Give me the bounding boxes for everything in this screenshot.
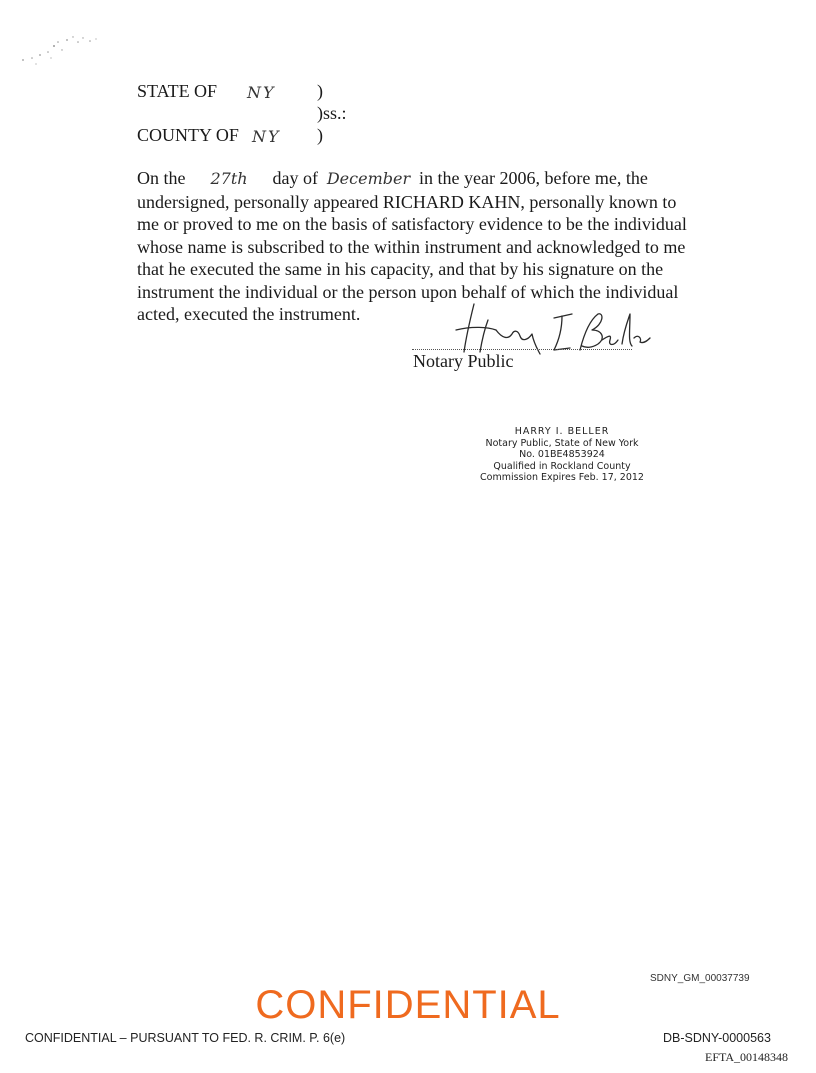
ack-line-3: me or proved to me on the basis of satisfactory evidence to be the individual xyxy=(137,214,687,234)
day-value: 27th xyxy=(210,169,248,188)
county-value: NY xyxy=(252,127,281,146)
ack-line-5: that he executed the same in his capacity, and that by his signature on the xyxy=(137,259,664,279)
scan-specks xyxy=(18,28,128,68)
ack-line-1 xyxy=(137,167,697,191)
notary-public-caption: Notary Public xyxy=(413,351,514,371)
stamp-line-4: Qualified in Rockland County xyxy=(493,460,631,472)
stamp-line-3: No. 01BE4853924 xyxy=(519,449,605,460)
ss-mark: )ss.: xyxy=(317,103,347,123)
day-of-text: day of xyxy=(272,168,318,188)
year-text: in the year 2006, before me, the xyxy=(418,168,648,188)
signature-line xyxy=(412,349,632,350)
ack-line-6: instrument the individual or the person upon behalf of which the individual xyxy=(137,281,679,302)
state-label: STATE OF xyxy=(137,81,218,101)
county-label: COUNTY OF xyxy=(137,125,239,145)
confidential-stamp: CONFIDENTIAL xyxy=(255,983,561,1027)
notary-stamp xyxy=(442,426,682,484)
confidential-notice: CONFIDENTIAL – PURSUANT TO FED. R. CRIM. P. 6(e) xyxy=(25,1031,346,1045)
on-the-text: On the xyxy=(137,168,186,188)
ack-line-2: undersigned, personally appeared RICHARD KAHN, personally known to xyxy=(137,191,677,212)
stamp-line-5: Commission Expires Feb. 17, 2012 xyxy=(480,472,644,483)
state-value: NY xyxy=(247,83,276,102)
paren-bottom: ) xyxy=(317,125,323,145)
ack-line-4: whose name is subscribed to the within instrument and acknowledged to me xyxy=(137,236,686,257)
stamp-line-2: Notary Public, State of New York xyxy=(485,437,639,449)
month-value: December xyxy=(326,169,411,188)
ack-line-7: acted, executed the instrument. xyxy=(137,304,361,324)
document-id: DB-SDNY-0000563 xyxy=(663,1031,771,1045)
bates-number: SDNY_GM_00037739 xyxy=(650,973,750,984)
efta-number: EFTA_00148348 xyxy=(705,1050,789,1064)
paren-top: ) xyxy=(317,81,323,101)
stamp-name: HARRY I. BELLER xyxy=(514,426,610,437)
